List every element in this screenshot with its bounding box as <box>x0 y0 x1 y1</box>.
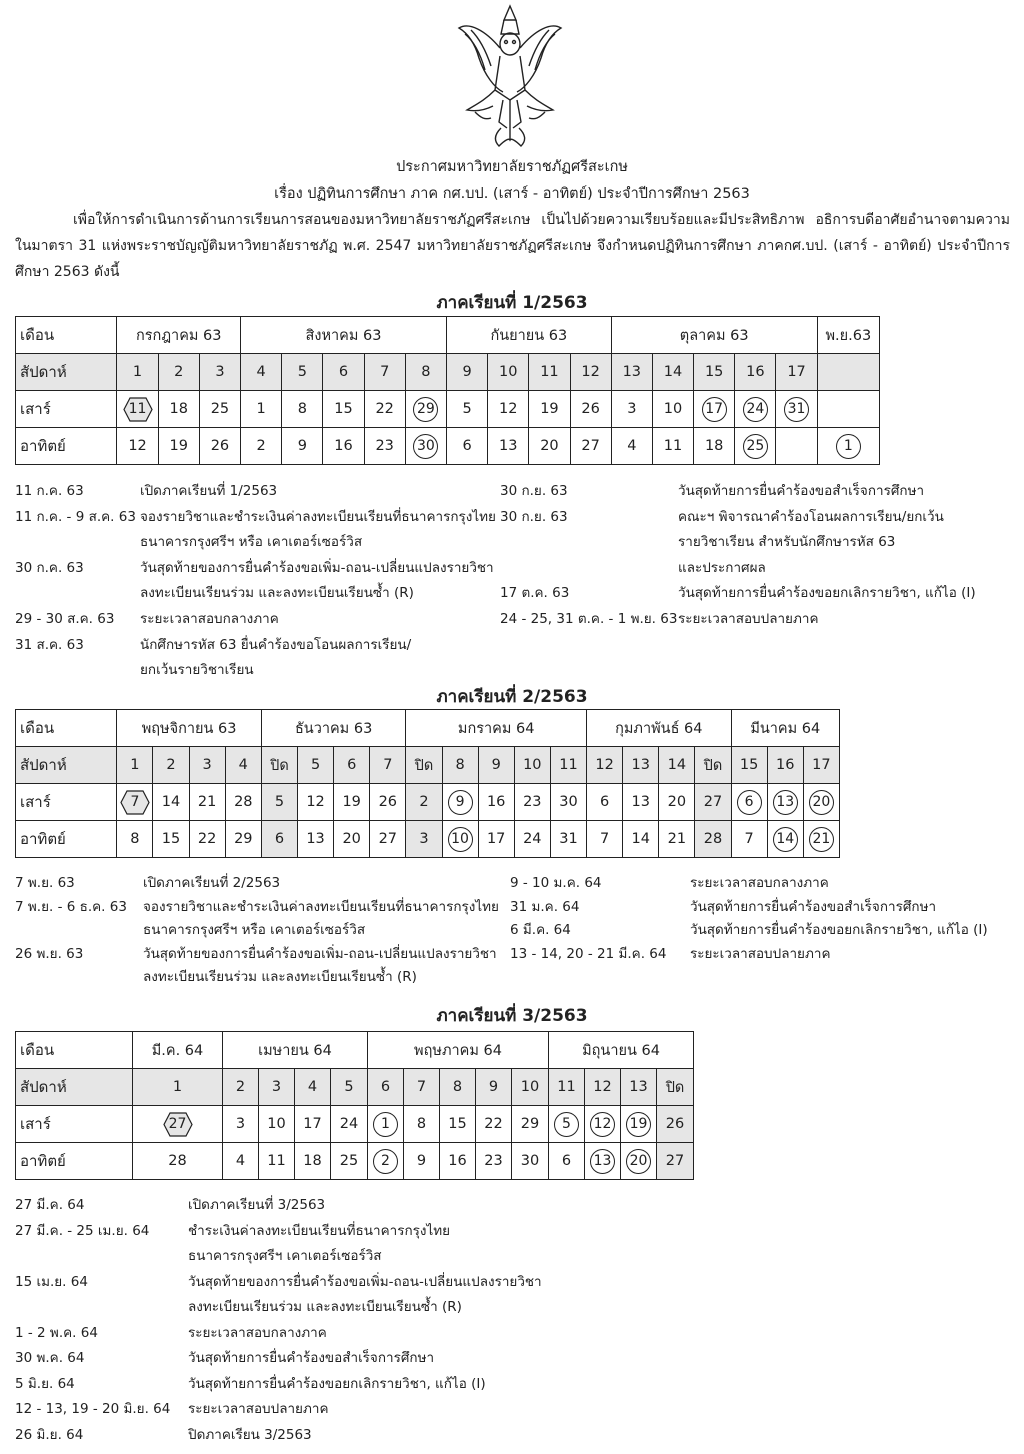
semester-start-date-text: 7 <box>130 793 140 810</box>
saturday-date-cell: 22 <box>364 391 405 428</box>
note-text: ระยะเวลาสอบกลางภาค <box>188 1324 327 1341</box>
saturday-date-cell <box>368 1106 404 1143</box>
saturday-date-cell: 26 <box>570 391 611 428</box>
sunday-date-cell: 30 <box>512 1143 549 1180</box>
circled-date: 12 <box>590 1112 615 1137</box>
note-text: รายวิชาเรียน สำหรับนักศึกษารหัส 63 <box>678 534 896 551</box>
semester-start-date-text: 11 <box>128 400 147 417</box>
semester-start-date <box>123 397 153 422</box>
sunday-date-cell: 13 <box>488 428 529 465</box>
circled-date: 1 <box>373 1112 398 1137</box>
week-cell: 8 <box>405 354 446 391</box>
circled-date: 20 <box>809 790 834 815</box>
note-date: 7 พ.ย. - 6 ธ.ค. 63 <box>15 898 127 915</box>
saturday-date-cell <box>405 391 446 428</box>
sunday-date-cell: 27 <box>657 1143 694 1180</box>
sunday-date-cell: 22 <box>189 821 225 858</box>
note-date: 11 ก.ค. - 9 ส.ค. 63 <box>15 508 136 525</box>
month-header: กุมภาพันธ์ 64 <box>587 710 732 747</box>
month-header: เมษายน 64 <box>223 1032 368 1069</box>
week-cell: 4 <box>241 354 282 391</box>
saturday-date-cell: 19 <box>334 784 370 821</box>
circled-date: 10 <box>448 827 473 852</box>
saturday-label: เสาร์ <box>16 391 117 428</box>
week-cell: 16 <box>767 747 803 784</box>
week-cell: 17 <box>803 747 839 784</box>
week-cell: 11 <box>549 1069 585 1106</box>
week-cell: 2 <box>158 354 199 391</box>
sunday-date-cell: 24 <box>514 821 550 858</box>
sunday-date-cell: 9 <box>282 428 323 465</box>
week-cell: 7 <box>364 354 405 391</box>
sunday-date-cell: 15 <box>153 821 189 858</box>
semester-2-table <box>15 709 840 858</box>
saturday-date-cell: 15 <box>440 1106 476 1143</box>
saturday-date-cell: 26 <box>657 1106 694 1143</box>
sunday-date-cell: 28 <box>133 1143 223 1180</box>
sunday-date-cell: 26 <box>199 428 240 465</box>
week-cell: 14 <box>652 354 693 391</box>
sunday-date-cell: 25 <box>331 1143 368 1180</box>
month-header: ธันวาคม 63 <box>261 710 406 747</box>
month-header: มี.ค. 64 <box>133 1032 223 1069</box>
week-cell: 13 <box>611 354 652 391</box>
note-text: จองรายวิชาและชำระเงินค่าลงทะเบียนเรียนที่ธนาคารกรุงไทย <box>143 898 499 915</box>
week-cell: 10 <box>488 354 529 391</box>
garuda-emblem-icon <box>455 0 565 150</box>
week-cell <box>817 354 879 391</box>
semester-1-table <box>15 316 880 465</box>
circled-date: 9 <box>448 790 473 815</box>
note-text: ระยะเวลาสอบปลายภาค <box>678 611 819 627</box>
week-cell: 9 <box>478 747 514 784</box>
semester-1-title: ภาคเรียนที่ 1/2563 <box>436 293 588 313</box>
semester-start-date-text: 27 <box>168 1115 187 1132</box>
note-date: 30 ก.ย. 63 <box>500 508 568 525</box>
circled-date: 5 <box>554 1112 579 1137</box>
saturday-label: เสาร์ <box>16 1106 133 1143</box>
semester-start-date <box>163 1112 193 1137</box>
sunday-date-cell <box>817 428 879 465</box>
saturday-date-cell <box>731 784 767 821</box>
sunday-date-cell: 20 <box>334 821 370 858</box>
note-text: วันสุดท้ายของการยื่นคำร้องขอเพิ่ม-ถอน-เปลี่ยนแปลงรายวิชา <box>143 945 497 962</box>
week-cell: 8 <box>440 1069 476 1106</box>
week-cell: ปิด <box>406 747 442 784</box>
note-date: 24 - 25, 31 ต.ค. - 1 พ.ย. 63 <box>500 611 678 627</box>
week-cell: ปิด <box>657 1069 694 1106</box>
note-date: 11 ก.ค. 63 <box>15 483 84 499</box>
note-text: ธนาคารกรุงศรีฯ หรือ เคาเตอร์เซอร์วิส <box>140 534 363 551</box>
note-text: ธนาคารกรุงศรีฯ หรือ เคาเตอร์เซอร์วิส <box>143 922 366 938</box>
sunday-date-cell: 14 <box>623 821 659 858</box>
note-text: ธนาคารกรุงศรีฯ เคาเตอร์เซอร์วิส <box>188 1248 382 1264</box>
note-date: 12 - 13, 19 - 20 มิ.ย. 64 <box>15 1401 171 1417</box>
sunday-date-cell <box>803 821 839 858</box>
sunday-date-cell: 20 <box>529 428 570 465</box>
saturday-date-cell <box>621 1106 657 1143</box>
week-cell: 6 <box>323 354 364 391</box>
saturday-date-cell: 20 <box>659 784 695 821</box>
sunday-date-cell: 11 <box>652 428 693 465</box>
note-date: 27 มี.ค. 64 <box>15 1197 85 1213</box>
sunday-date-cell <box>585 1143 621 1180</box>
note-text: ชำระเงินค่าลงทะเบียนเรียนที่ธนาคารกรุงไทย <box>188 1222 451 1239</box>
sunday-date-cell: 2 <box>241 428 282 465</box>
saturday-date-cell: 13 <box>623 784 659 821</box>
note-date: 26 มิ.ย. 64 <box>15 1426 84 1443</box>
note-date: 27 มี.ค. - 25 เม.ย. 64 <box>15 1222 150 1239</box>
sunday-label: อาทิตย์ <box>16 821 117 858</box>
note-text: ลงทะเบียนเรียนร่วม และลงทะเบียนเรียนซ้ำ (R) <box>188 1299 462 1315</box>
note-date: 29 - 30 ส.ค. 63 <box>15 611 115 627</box>
sunday-date-cell: 31 <box>550 821 586 858</box>
saturday-date-cell <box>694 391 735 428</box>
saturday-date-cell: 26 <box>370 784 406 821</box>
week-cell: 12 <box>587 747 623 784</box>
circled-date: 29 <box>413 397 438 422</box>
saturday-date-cell <box>817 391 879 428</box>
month-header: กรกฎาคม 63 <box>117 317 241 354</box>
week-cell: 8 <box>442 747 478 784</box>
sunday-date-cell: 9 <box>404 1143 440 1180</box>
circled-date: 20 <box>626 1149 651 1174</box>
circled-date: 17 <box>702 397 727 422</box>
month-label: เดือน <box>16 710 117 747</box>
note-text: วันสุดท้ายการยื่นคำร้องขอยกเลิกรายวิชา, แก้ไอ (I) <box>690 922 988 938</box>
circled-date: 21 <box>809 827 834 852</box>
saturday-label: เสาร์ <box>16 784 117 821</box>
week-cell: 2 <box>223 1069 259 1106</box>
note-date: 30 ก.ย. 63 <box>500 483 568 499</box>
week-cell: 13 <box>621 1069 657 1106</box>
note-text: ลงทะเบียนเรียนร่วม และลงทะเบียนเรียนซ้ำ (R) <box>143 969 417 985</box>
saturday-date-cell: 22 <box>476 1106 512 1143</box>
month-label: เดือน <box>16 1032 133 1069</box>
sunday-label: อาทิตย์ <box>16 428 117 465</box>
week-cell: 6 <box>368 1069 404 1106</box>
note-text: และประกาศผล <box>678 559 766 576</box>
note-text: เปิดภาคเรียนที่ 2/2563 <box>143 875 281 891</box>
month-header: มกราคม 64 <box>406 710 587 747</box>
month-header: มิถุนายน 64 <box>549 1032 694 1069</box>
week-cell: 3 <box>189 747 225 784</box>
week-cell: 3 <box>259 1069 295 1106</box>
sunday-date-cell: 29 <box>225 821 261 858</box>
sunday-date-cell: 16 <box>440 1143 476 1180</box>
saturday-date-cell <box>735 391 776 428</box>
week-cell: 12 <box>585 1069 621 1106</box>
semester-2-title: ภาคเรียนที่ 2/2563 <box>436 687 588 707</box>
saturday-date-cell: 30 <box>550 784 586 821</box>
sunday-date-cell: 23 <box>476 1143 512 1180</box>
note-text: ลงทะเบียนเรียนร่วม และลงทะเบียนเรียนซ้ำ (R) <box>140 585 414 602</box>
sunday-date-cell <box>405 428 446 465</box>
note-date: 31 ส.ค. 63 <box>15 636 84 653</box>
saturday-date-cell <box>442 784 478 821</box>
saturday-date-cell: 10 <box>259 1106 295 1143</box>
note-text: วันสุดท้ายการยื่นคำร้องขอสำเร็จการศึกษา <box>188 1350 435 1366</box>
sunday-date-cell: 21 <box>659 821 695 858</box>
week-cell: 5 <box>331 1069 368 1106</box>
month-header: มีนาคม 64 <box>731 710 839 747</box>
week-label: สัปดาห์ <box>16 354 117 391</box>
saturday-date-cell: 27 <box>695 784 731 821</box>
circled-date: 30 <box>413 434 438 459</box>
saturday-date-cell: 17 <box>295 1106 331 1143</box>
saturday-date-cell: 2 <box>406 784 442 821</box>
sunday-date-cell: 7 <box>731 821 767 858</box>
week-cell: 12 <box>570 354 611 391</box>
circled-date: 19 <box>626 1112 651 1137</box>
week-cell: 9 <box>446 354 487 391</box>
month-label: เดือน <box>16 317 117 354</box>
note-text: ระยะเวลาสอบปลายภาค <box>188 1401 329 1417</box>
week-cell: ปิด <box>695 747 731 784</box>
saturday-date-cell: 12 <box>488 391 529 428</box>
saturday-date-cell: 16 <box>478 784 514 821</box>
sunday-date-cell <box>767 821 803 858</box>
week-cell: 16 <box>735 354 776 391</box>
note-date: 17 ต.ค. 63 <box>500 585 570 602</box>
note-date: 1 - 2 พ.ค. 64 <box>15 1324 98 1341</box>
circled-date: 14 <box>773 827 798 852</box>
note-text: วันสุดท้ายการยื่นคำร้องขอสำเร็จการศึกษา <box>690 898 937 915</box>
sunday-date-cell <box>442 821 478 858</box>
note-date: 15 เม.ย. 64 <box>15 1273 88 1290</box>
sunday-date-cell: 4 <box>223 1143 259 1180</box>
saturday-date-cell: 21 <box>189 784 225 821</box>
sunday-date-cell: 7 <box>587 821 623 858</box>
announcement-title: ประกาศมหาวิทยาลัยราชภัฏศรีสะเกษ <box>396 159 628 175</box>
sunday-date-cell <box>368 1143 404 1180</box>
saturday-date-cell <box>767 784 803 821</box>
saturday-date-cell: 12 <box>298 784 334 821</box>
week-cell: 11 <box>529 354 570 391</box>
sunday-date-cell: 8 <box>117 821 153 858</box>
circled-date: 6 <box>737 790 762 815</box>
sunday-date-cell: 23 <box>364 428 405 465</box>
note-text: คณะฯ พิจารณาคำร้องโอนผลการเรียน/ยกเว้น <box>678 508 944 525</box>
sunday-date-cell <box>621 1143 657 1180</box>
note-date: 31 ม.ค. 64 <box>510 898 580 915</box>
sunday-date-cell: 6 <box>446 428 487 465</box>
sunday-date-cell: 6 <box>261 821 297 858</box>
circled-date: 13 <box>773 790 798 815</box>
sunday-date-cell: 18 <box>694 428 735 465</box>
sunday-date-cell <box>735 428 776 465</box>
sunday-date-cell: 6 <box>549 1143 585 1180</box>
week-cell: 4 <box>295 1069 331 1106</box>
note-text: วันสุดท้ายของการยื่นคำร้องขอเพิ่ม-ถอน-เปลี่ยนแปลงรายวิชา <box>140 559 494 576</box>
note-text: วันสุดท้ายการยื่นคำร้องขอยกเลิกรายวิชา, แก้ไอ (I) <box>678 585 976 602</box>
week-cell: 3 <box>199 354 240 391</box>
note-text: นักศึกษารหัส 63 ยื่นคำร้องขอโอนผลการเรียน/ <box>140 636 412 653</box>
note-text: ปิดภาคเรียน 3/2563 <box>188 1426 312 1443</box>
week-cell: 1 <box>117 747 153 784</box>
saturday-date-cell <box>117 391 158 428</box>
week-cell: 13 <box>623 747 659 784</box>
week-label: สัปดาห์ <box>16 1069 133 1106</box>
semester-start-date <box>120 790 150 815</box>
announcement-intro: เพื่อให้การดำเนินการด้านการเรียนการสอนของมหาวิทยาลัยราชภัฏศรีสะเกษ เป็นไปด้วยความเรียบร้อยและมีประสิทธิภาพ อธิการบดีอาศัยอำนาจตามความในมาตรา 31 แห่งพระราชบัญญัติมหาวิทยาลัยราชภัฏ พ.ศ. 2547 มหาวิทยาลัยราชภัฏศรีสะเกษ จึงกำหนดปฏิทินการศึกษา ภาคกศ.บป. (เสาร์ - อาทิตย์) ประจำปีการศึกษา 2563 ดังนี้ <box>15 212 1010 280</box>
week-cell: 17 <box>776 354 817 391</box>
week-label: สัปดาห์ <box>16 747 117 784</box>
month-header: กันยายน 63 <box>446 317 611 354</box>
circled-date: 24 <box>743 397 768 422</box>
sunday-date-cell: 19 <box>158 428 199 465</box>
week-cell: 1 <box>133 1069 223 1106</box>
saturday-date-cell: 6 <box>587 784 623 821</box>
sunday-date-cell: 27 <box>370 821 406 858</box>
month-header: พ.ย.63 <box>817 317 879 354</box>
note-text: วันสุดท้ายการยื่นคำร้องขอสำเร็จการศึกษา <box>678 483 925 499</box>
week-cell: 5 <box>298 747 334 784</box>
saturday-date-cell: 15 <box>323 391 364 428</box>
sunday-date-cell: 17 <box>478 821 514 858</box>
saturday-date-cell: 28 <box>225 784 261 821</box>
month-header: ตุลาคม 63 <box>611 317 817 354</box>
note-date: 30 ก.ค. 63 <box>15 559 84 576</box>
week-cell: 7 <box>370 747 406 784</box>
month-header: พฤษจิกายน 63 <box>117 710 262 747</box>
note-date: 26 พ.ย. 63 <box>15 945 84 962</box>
circled-date: 2 <box>373 1149 398 1174</box>
circled-date: 13 <box>590 1149 615 1174</box>
week-cell: 1 <box>117 354 158 391</box>
note-text: เปิดภาคเรียนที่ 3/2563 <box>188 1197 326 1213</box>
saturday-date-cell <box>117 784 153 821</box>
note-text: วันสุดท้ายของการยื่นคำร้องขอเพิ่ม-ถอน-เปลี่ยนแปลงรายวิชา <box>188 1273 542 1290</box>
week-cell: 15 <box>694 354 735 391</box>
month-header: สิงหาคม 63 <box>241 317 447 354</box>
circled-date: 1 <box>836 434 861 459</box>
saturday-date-cell: 18 <box>158 391 199 428</box>
week-cell: 9 <box>476 1069 512 1106</box>
week-cell: ปิด <box>261 747 297 784</box>
saturday-date-cell <box>776 391 817 428</box>
sunday-date-cell <box>776 428 817 465</box>
week-cell: 6 <box>334 747 370 784</box>
sunday-label: อาทิตย์ <box>16 1143 133 1180</box>
saturday-date-cell: 25 <box>199 391 240 428</box>
semester-3-table <box>15 1031 694 1180</box>
circled-date: 31 <box>784 397 809 422</box>
sunday-date-cell: 12 <box>117 428 158 465</box>
week-cell: 14 <box>659 747 695 784</box>
sunday-date-cell: 28 <box>695 821 731 858</box>
saturday-date-cell: 24 <box>331 1106 368 1143</box>
saturday-date-cell: 3 <box>223 1106 259 1143</box>
note-date: 5 มิ.ย. 64 <box>15 1375 75 1392</box>
week-cell: 2 <box>153 747 189 784</box>
saturday-date-cell: 19 <box>529 391 570 428</box>
sunday-date-cell: 4 <box>611 428 652 465</box>
note-date: 9 - 10 ม.ค. 64 <box>510 875 602 891</box>
note-text: ยกเว้นรายวิชาเรียน <box>140 662 254 679</box>
week-cell: 7 <box>404 1069 440 1106</box>
week-cell: 10 <box>514 747 550 784</box>
saturday-date-cell: 3 <box>611 391 652 428</box>
note-text: ระยะเวลาสอบกลางภาค <box>140 611 279 627</box>
note-text: จองรายวิชาและชำระเงินค่าลงทะเบียนเรียนที่ธนาคารกรุงไทย <box>140 508 496 525</box>
circled-date: 25 <box>743 434 768 459</box>
week-cell: 4 <box>225 747 261 784</box>
note-text: เปิดภาคเรียนที่ 1/2563 <box>140 483 278 499</box>
note-date: 6 มี.ค. 64 <box>510 922 571 938</box>
saturday-date-cell <box>549 1106 585 1143</box>
note-text: วันสุดท้ายการยื่นคำร้องขอยกเลิกรายวิชา, แก้ไอ (I) <box>188 1375 486 1392</box>
saturday-date-cell: 8 <box>404 1106 440 1143</box>
month-header: พฤษภาคม 64 <box>368 1032 549 1069</box>
week-cell: 10 <box>512 1069 549 1106</box>
saturday-date-cell <box>585 1106 621 1143</box>
saturday-date-cell: 5 <box>261 784 297 821</box>
saturday-date-cell: 29 <box>512 1106 549 1143</box>
week-cell: 11 <box>550 747 586 784</box>
saturday-date-cell: 5 <box>446 391 487 428</box>
week-cell: 5 <box>282 354 323 391</box>
sunday-date-cell: 27 <box>570 428 611 465</box>
saturday-date-cell: 1 <box>241 391 282 428</box>
sunday-date-cell: 11 <box>259 1143 295 1180</box>
saturday-date-cell <box>803 784 839 821</box>
note-date: 7 พ.ย. 63 <box>15 875 75 891</box>
saturday-date-cell: 10 <box>652 391 693 428</box>
note-date: 30 พ.ค. 64 <box>15 1350 85 1366</box>
note-date: 13 - 14, 20 - 21 มี.ค. 64 <box>510 945 667 962</box>
note-text: ระยะเวลาสอบกลางภาค <box>690 875 829 891</box>
sunday-date-cell: 3 <box>406 821 442 858</box>
note-text: ระยะเวลาสอบปลายภาค <box>690 945 831 962</box>
sunday-date-cell: 18 <box>295 1143 331 1180</box>
saturday-date-cell: 14 <box>153 784 189 821</box>
saturday-date-cell <box>133 1106 223 1143</box>
announcement-subject: เรื่อง ปฏิทินการศึกษา ภาค กศ.บป. (เสาร์ - อาทิตย์) ประจำปีการศึกษา 2563 <box>274 186 750 202</box>
saturday-date-cell: 23 <box>514 784 550 821</box>
sunday-date-cell: 16 <box>323 428 364 465</box>
sunday-date-cell: 13 <box>298 821 334 858</box>
saturday-date-cell: 8 <box>282 391 323 428</box>
week-cell: 15 <box>731 747 767 784</box>
semester-3-title: ภาคเรียนที่ 3/2563 <box>436 1006 588 1026</box>
